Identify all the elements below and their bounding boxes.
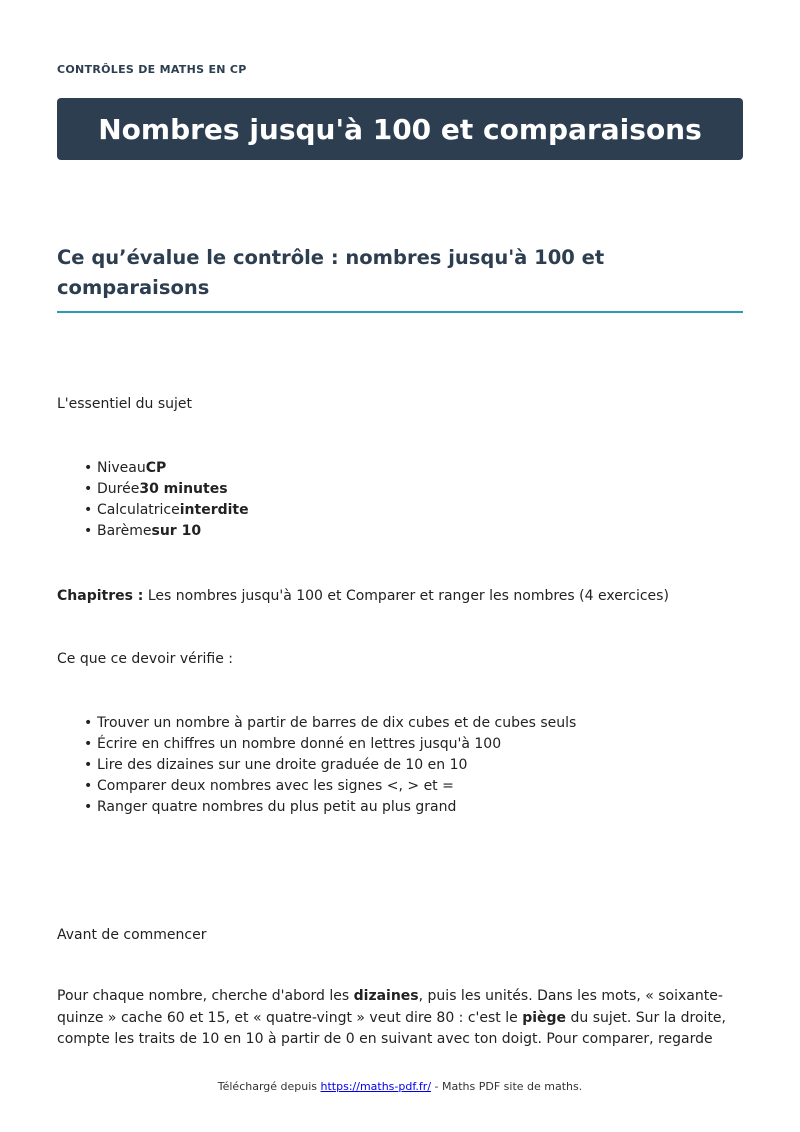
section-heading: Ce qu’évalue le contrôle : nombres jusqu'à 100 et comparaisons: [57, 243, 743, 313]
chapters-label: Chapitres :: [57, 588, 144, 604]
footer-suffix: - Maths PDF site de maths.: [431, 1080, 583, 1093]
bullet-icon: •: [84, 502, 93, 518]
checks-item: [57, 713, 576, 734]
page-title: Nombres jusqu'à 100 et comparaisons: [98, 112, 702, 146]
essentials-value: 30 minutes: [139, 481, 228, 497]
checks-list: [57, 713, 576, 818]
essentials-value: CP: [145, 460, 167, 476]
essentials-label: Barème: [97, 523, 152, 539]
before-text-2: , puis les unités. Dans les mots, « soixante-quinze » cache 60 et 15, et « quatre-vingt » veut dire 80 : c'est le: [57, 988, 723, 1026]
bullet-icon: •: [84, 523, 93, 539]
essentials-label: Calculatrice: [97, 502, 180, 518]
title-banner: [57, 98, 743, 160]
checks-heading: Ce que ce devoir vérifie :: [57, 651, 234, 667]
before-text-1: Pour chaque nombre, cherche d'abord les: [57, 988, 354, 1004]
page-footer: [0, 1080, 800, 1093]
bullet-icon: •: [84, 715, 93, 731]
bullet-icon: •: [84, 799, 93, 815]
series-kicker: CONTRÔLES DE MATHS EN CP: [57, 63, 247, 76]
essentials-item-calculator: [57, 500, 249, 521]
bullet-icon: •: [84, 460, 93, 476]
essentials-label: Niveau: [97, 460, 146, 476]
before-text-3: du sujet. Sur la droite, compte les traits de 10 en 10 à partir de 0 en suivant avec ton doigt. Pour comparer, regarde: [57, 1009, 726, 1047]
essentials-heading: L'essentiel du sujet: [57, 396, 193, 412]
bullet-icon: •: [84, 481, 93, 497]
footer-prefix: Téléchargé depuis: [217, 1080, 321, 1093]
checks-item-text: Lire des dizaines sur une droite graduée de 10 en 10: [97, 757, 468, 773]
checks-item-text: Ranger quatre nombres du plus petit au plus grand: [97, 799, 457, 815]
checks-item: [57, 755, 576, 776]
essentials-label: Durée: [97, 481, 140, 497]
checks-item-text: Comparer deux nombres avec les signes <, > et =: [97, 778, 454, 794]
essentials-item-level: [57, 458, 249, 479]
essentials-value: sur 10: [151, 523, 202, 539]
before-bold-piege: piège: [522, 1009, 567, 1026]
bullet-icon: •: [84, 736, 93, 752]
essentials-list: [57, 458, 249, 542]
essentials-item-duration: [57, 479, 249, 500]
bullet-icon: •: [84, 757, 93, 773]
checks-item-text: Écrire en chiffres un nombre donné en lettres jusqu'à 100: [97, 736, 502, 752]
footer-link[interactable]: https://maths-pdf.fr/: [320, 1080, 432, 1093]
chapters-line: [57, 586, 669, 607]
bullet-icon: •: [84, 778, 93, 794]
checks-item: [57, 734, 576, 755]
before-paragraph: [57, 986, 743, 1051]
checks-item: [57, 776, 576, 797]
before-bold-dizaines: dizaines: [353, 988, 419, 1004]
essentials-item-scale: [57, 521, 249, 542]
essentials-value: interdite: [179, 502, 249, 518]
before-heading: Avant de commencer: [57, 927, 207, 943]
checks-item: [57, 797, 576, 818]
checks-item-text: Trouver un nombre à partir de barres de dix cubes et de cubes seuls: [97, 715, 577, 731]
chapters-text: Les nombres jusqu'à 100 et Comparer et ranger les nombres (4 exercices): [143, 588, 669, 604]
